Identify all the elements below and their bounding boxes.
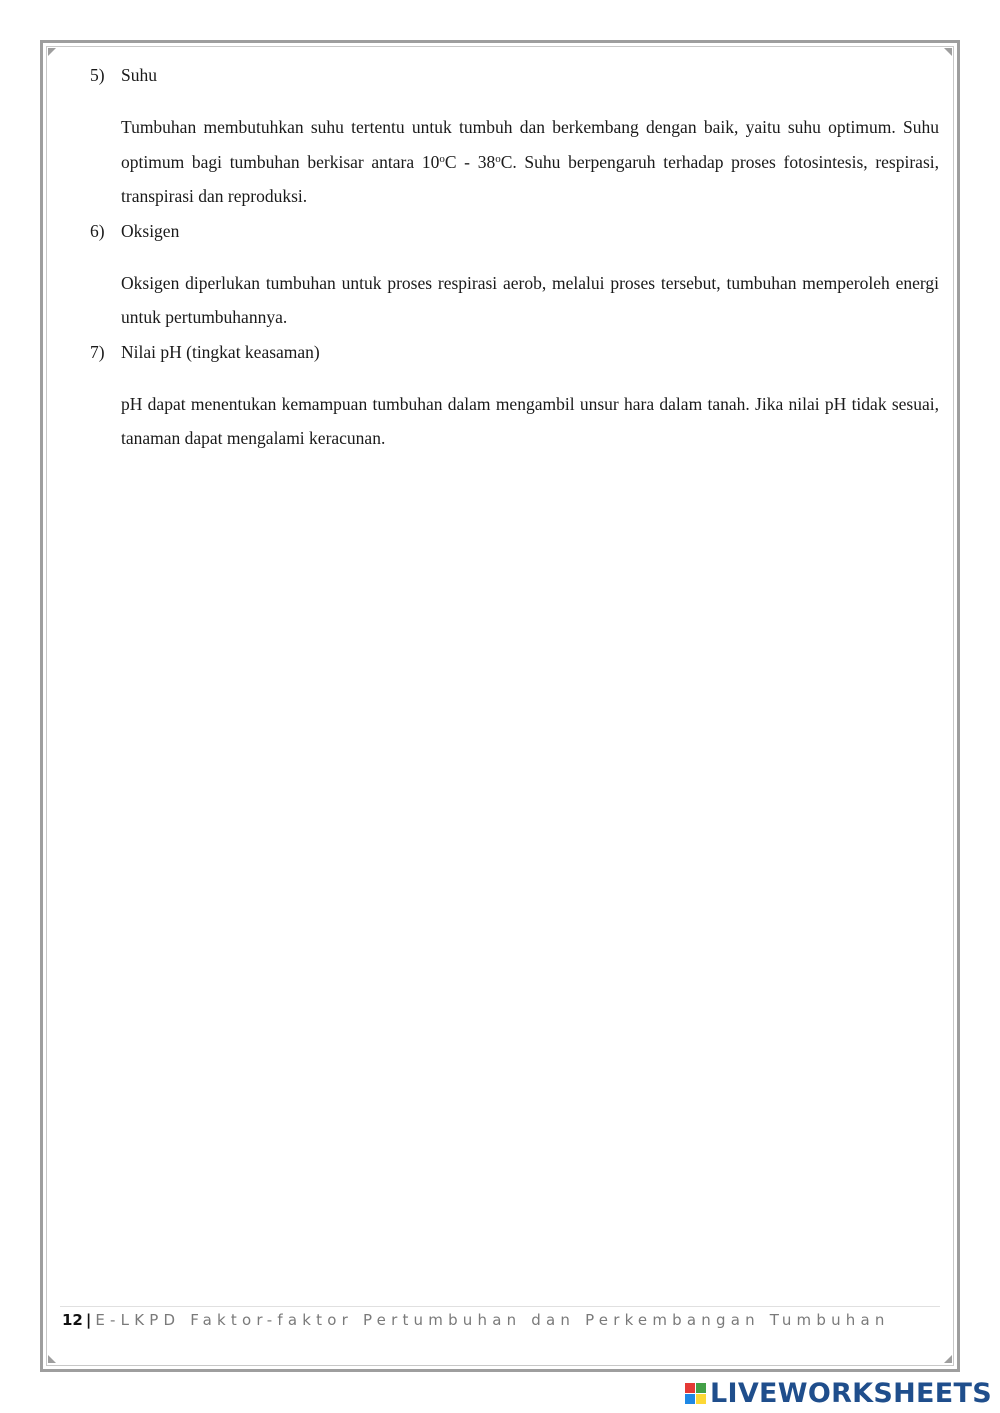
liveworksheets-logo-icon (685, 1383, 706, 1404)
item-paragraph: pH dapat menentukan kemampuan tumbuhan dalam mengambil unsur hara dalam tanah. Jika nilai pH tidak sesuai, tanaman dapat mengalami keracunan. (121, 393, 939, 448)
page-number: 12 (62, 1311, 83, 1329)
list-item-oksigen (90, 214, 939, 335)
running-title: E-LKPD Faktor-faktor Pertumbuhan dan Perkembangan Tumbuhan (95, 1311, 890, 1329)
document-body (90, 58, 939, 456)
footer-divider (60, 1306, 940, 1307)
corner-ornament (48, 48, 56, 56)
item-heading: Nilai pH (tingkat keasaman) (121, 341, 320, 362)
brand-name: LIVEWORKSHEETS (709, 1377, 992, 1409)
page-footer (62, 1308, 890, 1332)
list-item-suhu (90, 58, 939, 214)
list-item-ph (90, 335, 939, 456)
item-heading: Suhu (121, 65, 157, 85)
liveworksheets-watermark (685, 1376, 992, 1410)
footer-separator: | (85, 1311, 92, 1329)
item-heading: Oksigen (121, 220, 180, 241)
item-paragraph: Oksigen diperlukan tumbuhan untuk proses respirasi aerob, melalui proses tersebut, tumbuhan memperoleh energi untuk pertumbuhannya. (121, 272, 939, 327)
corner-ornament (48, 1355, 56, 1363)
item-number: 7) (90, 341, 105, 362)
item-number: 5) (90, 65, 105, 85)
item-paragraph: Tumbuhan membutuhkan suhu tertentu untuk tumbuh dan berkembang dengan baik, yaitu suhu optimum. Suhu optimum bagi tumbuhan berkisar antara 10$^o$C - 38$^o$C. Suhu berpengaruh terhadap proses fotosintesis, respirasi, transpirasi dan reproduksi. (121, 117, 939, 206)
corner-ornament (944, 1355, 952, 1363)
item-number: 6) (90, 220, 105, 241)
corner-ornament (944, 48, 952, 56)
